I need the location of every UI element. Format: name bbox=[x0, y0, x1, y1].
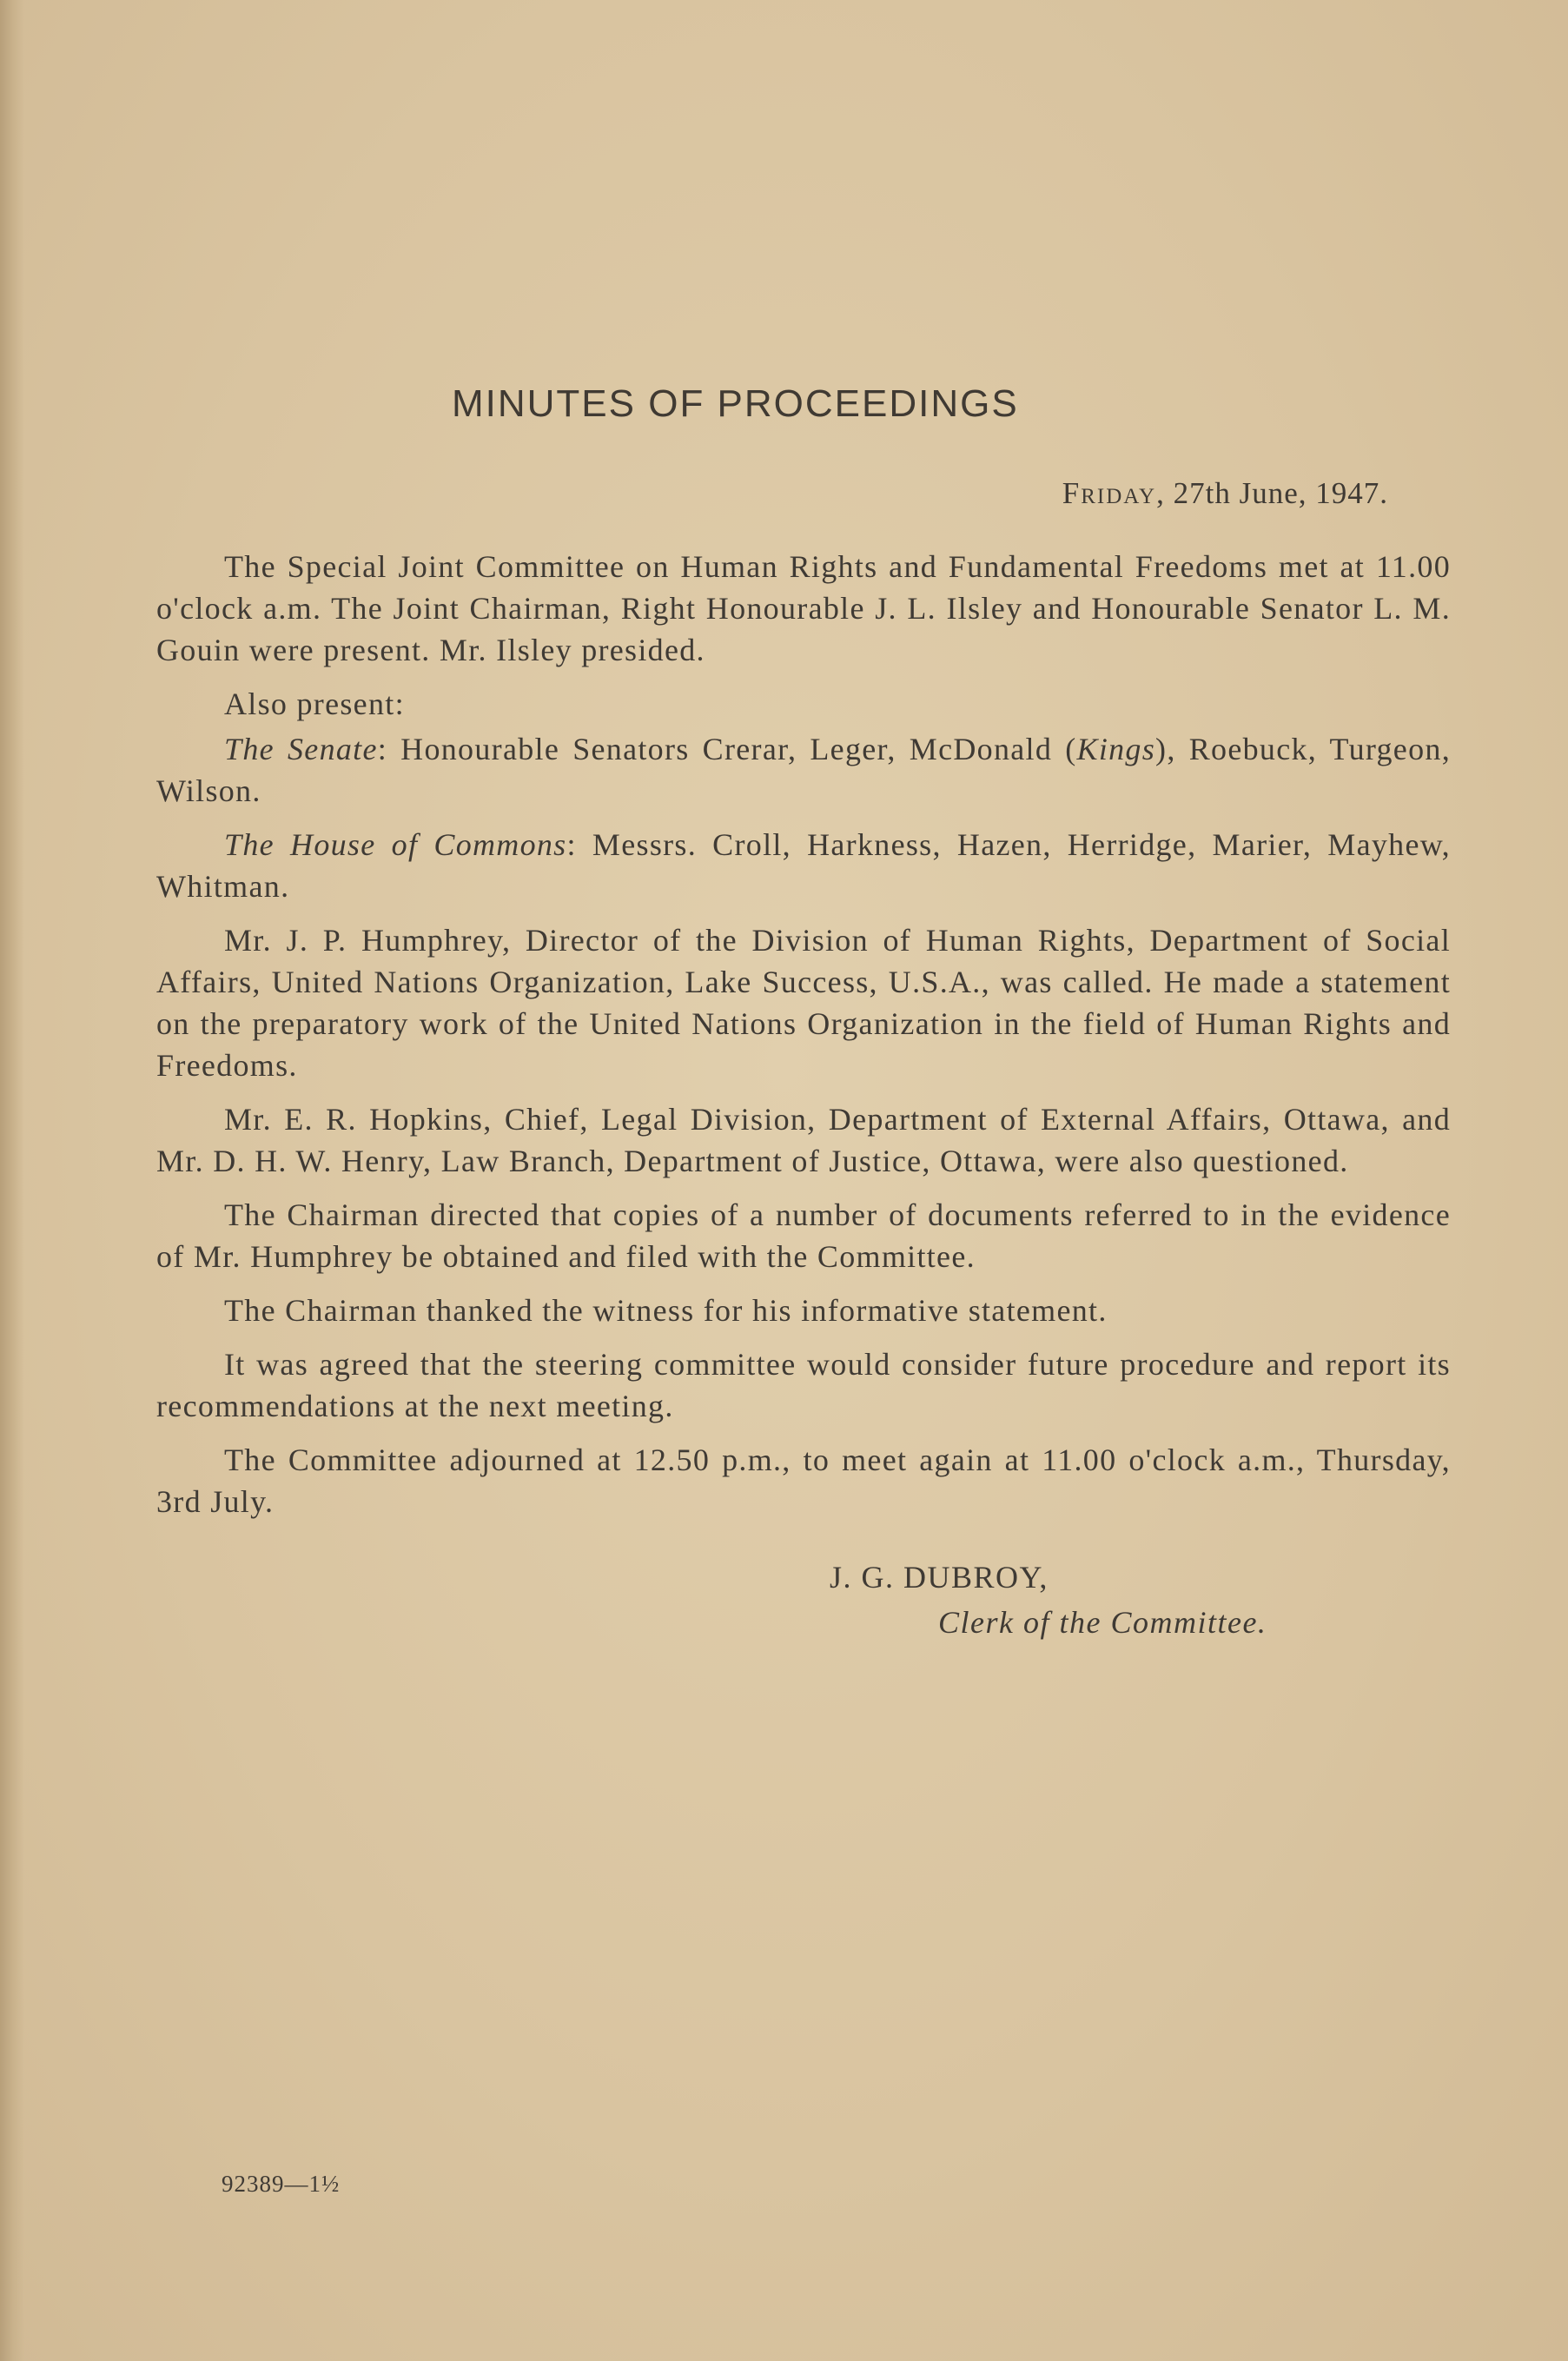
senate-members-tail: ), Roebuck, Turgeon, Wilson. bbox=[156, 732, 1451, 808]
paragraph-senate bbox=[156, 728, 1451, 812]
signature-role: Clerk of the Committee. bbox=[938, 1605, 1267, 1640]
senate-kings: Kings bbox=[1076, 732, 1156, 766]
paragraph-documents: The Chairman directed that copies of a number of documents referred to in the evidence of Mr. Humphrey be obtained and filed with the Committee. bbox=[156, 1197, 1451, 1274]
paragraph-hopkins-henry: Mr. E. R. Hopkins, Chief, Legal Division, Department of External Affairs, Ottawa, and Mr. D. H. W. Henry, Law Branch, Department of Justice, Ottawa, were also questioned. bbox=[156, 1102, 1451, 1178]
senate-label: The Senate bbox=[224, 732, 378, 766]
paragraph-humphrey: Mr. J. P. Humphrey, Director of the Division of Human Rights, Department of Social Affairs, United Nations Organization, Lake Success, U.S.A., was called. He made a statement on the preparatory work of the United Nations Organization in the field of Human Rights and Freedoms. bbox=[156, 923, 1451, 1083]
meeting-date-day: Friday bbox=[1062, 476, 1157, 510]
document-title: MINUTES OF PROCEEDINGS bbox=[452, 382, 1019, 425]
page-footer-code: 92389—1½ bbox=[222, 2171, 341, 2197]
minutes-body bbox=[156, 546, 1451, 1535]
meeting-date-rest: , 27th June, 1947. bbox=[1156, 476, 1388, 510]
senate-members: : Honourable Senators Crerar, Leger, McDonald ( bbox=[377, 732, 1077, 766]
paragraph-thanks: The Chairman thanked the witness for his informative statement. bbox=[224, 1293, 1108, 1328]
signature-name: J. G. DUBROY, bbox=[830, 1560, 1049, 1595]
commons-members: : Messrs. Croll, Harkness, Hazen, Herridge, Marier, Mayhew, Whitman. bbox=[156, 827, 1451, 904]
paragraph-opening: The Special Joint Committee on Human Rights and Fundamental Freedoms met at 11.00 o'clock a.m. The Joint Chairman, Right Honourable J. L. Ilsley and Honourable Senator L. M. Gouin were present. Mr. Ilsley presided. bbox=[156, 549, 1451, 667]
meeting-date bbox=[1062, 476, 1388, 511]
commons-label: The House of Commons bbox=[224, 827, 567, 862]
page-binding-edge bbox=[0, 0, 24, 2361]
paragraph-commons bbox=[156, 824, 1451, 907]
paragraph-adjourned: The Committee adjourned at 12.50 p.m., to meet again at 11.00 o'clock a.m., Thursday, 3rd July. bbox=[156, 1442, 1451, 1519]
paragraph-steering: It was agreed that the steering committee would consider future procedure and report its recommendations at the next meeting. bbox=[156, 1347, 1451, 1423]
paragraph-also-present: Also present: bbox=[224, 686, 405, 721]
